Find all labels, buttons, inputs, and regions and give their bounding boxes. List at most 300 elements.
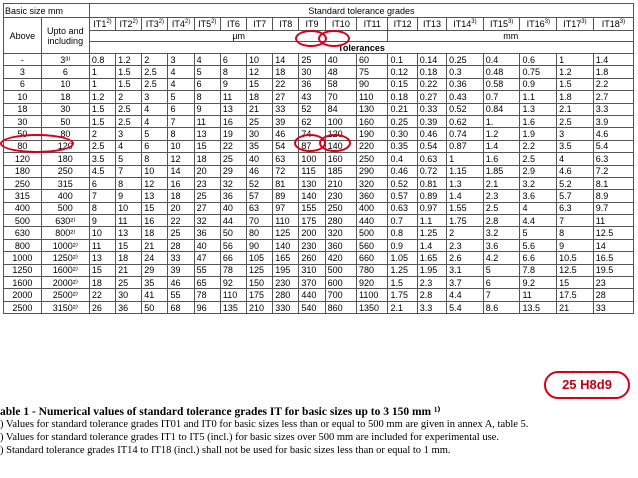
tolerance-cell: 7.2 [593, 165, 633, 177]
tolerance-cell: 500 [357, 227, 388, 239]
tolerance-cell: 1100 [357, 289, 388, 301]
size-upto-cell: 2500²⁾ [41, 289, 89, 301]
size-upto-cell: 315 [41, 177, 89, 189]
tolerance-cell: 21 [247, 103, 273, 115]
tolerance-cell: 8 [168, 128, 194, 140]
tolerance-cell: 12 [142, 177, 168, 189]
table-row [4, 153, 634, 165]
size-upto-cell: 1000²⁾ [41, 239, 89, 251]
size-upto-cell: 3150²⁾ [41, 301, 89, 313]
tolerance-cell: 130 [357, 103, 388, 115]
tolerance-cell: 25 [116, 277, 142, 289]
tolerance-cell: 1.4 [483, 140, 520, 152]
tolerance-cell: 8.1 [593, 177, 633, 189]
tolerance-cell: 4.6 [593, 128, 633, 140]
tolerance-cell: 3.5 [557, 140, 594, 152]
tolerance-cell: 11 [220, 91, 246, 103]
tolerance-cell: 3.2 [520, 177, 557, 189]
tolerance-cell: 9.7 [593, 202, 633, 214]
tolerance-cell: 0.57 [388, 190, 417, 202]
tolerance-cell: 14 [168, 165, 194, 177]
tolerance-cell: 9 [116, 190, 142, 202]
grade-header-it9: IT9 [299, 18, 325, 31]
tolerance-cell: 70 [325, 91, 356, 103]
tolerance-cell: 780 [357, 264, 388, 276]
tolerance-cell: 5 [168, 91, 194, 103]
tolerance-cell: 0.43 [447, 91, 484, 103]
tolerance-cell: 7 [116, 165, 142, 177]
tolerance-cell: 370 [299, 277, 325, 289]
tolerance-cell: 0.75 [520, 66, 557, 78]
tolerance-cell: 360 [325, 239, 356, 251]
tolerance-cell: 2 [116, 91, 142, 103]
tolerance-cell: 3 [557, 128, 594, 140]
tolerance-cell: 0.87 [447, 140, 484, 152]
grade-header-it11: IT11 [357, 18, 388, 31]
tolerance-cell: 2.5 [116, 103, 142, 115]
tolerance-cell: 0.7 [388, 215, 417, 227]
tolerance-cell: 22 [89, 289, 115, 301]
tolerance-cell: 135 [220, 301, 246, 313]
tolerance-cell: 700 [325, 289, 356, 301]
tolerance-cell: 0.6 [520, 54, 557, 66]
tolerance-cell: 0.46 [388, 165, 417, 177]
tolerance-cell: 185 [325, 165, 356, 177]
tolerance-cell: 16 [220, 115, 246, 127]
tolerance-cell: 48 [325, 66, 356, 78]
tolerance-cell: 21 [142, 239, 168, 251]
tolerance-cell: 6 [220, 54, 246, 66]
tolerance-cell: 250 [357, 153, 388, 165]
tolerance-cell: 0.72 [417, 165, 446, 177]
tolerance-cell: 1.25 [417, 227, 446, 239]
tolerance-cell: 15 [116, 239, 142, 251]
tolerance-cell: 1.65 [417, 252, 446, 264]
tolerance-cell: 4 [116, 140, 142, 152]
tolerance-cell: 30 [299, 66, 325, 78]
tolerance-cell: 0.62 [447, 115, 484, 127]
grade-header-it13: IT13 [417, 18, 446, 31]
tolerance-cell: 47 [194, 252, 220, 264]
tolerance-cell: 27 [273, 91, 299, 103]
tolerance-cell: 660 [357, 252, 388, 264]
tolerance-cell: 23 [194, 177, 220, 189]
tolerance-cell: 32 [220, 177, 246, 189]
annotation-badge: 25 H8d9 [544, 371, 630, 399]
table-row [4, 202, 634, 214]
tolerance-cell: 2 [142, 54, 168, 66]
tolerance-cell: 25 [247, 115, 273, 127]
tolerance-cell: 280 [325, 215, 356, 227]
tolerance-cell: 230 [273, 277, 299, 289]
tolerance-cell: 8.9 [593, 190, 633, 202]
tolerance-cell: 1.9 [520, 128, 557, 140]
size-upto-cell: 800²⁾ [41, 227, 89, 239]
tolerance-cell: 74 [299, 128, 325, 140]
tolerance-cell: 290 [357, 165, 388, 177]
table-row [4, 54, 634, 66]
size-above-cell: 1600 [4, 277, 42, 289]
tolerance-cell: 3.3 [417, 301, 446, 313]
tolerance-cell: 2.6 [447, 252, 484, 264]
tolerance-cell: 3.6 [520, 190, 557, 202]
tolerance-cell: 28 [593, 289, 633, 301]
grade-header-it6: IT6 [220, 18, 246, 31]
tolerance-cell: 2.8 [483, 215, 520, 227]
tolerance-cell: 0.14 [417, 54, 446, 66]
tolerance-cell: 36 [194, 227, 220, 239]
grade-header-it14: IT14$^{3)}$ [447, 18, 484, 31]
table-row [4, 115, 634, 127]
size-above-cell: 400 [4, 202, 42, 214]
tolerance-cell: 36 [299, 78, 325, 90]
tolerance-cell: 33 [168, 252, 194, 264]
tolerance-cell: 360 [357, 190, 388, 202]
tolerance-cell: 8 [116, 177, 142, 189]
tolerance-cell: 9 [89, 215, 115, 227]
tolerance-cell: 87 [299, 140, 325, 152]
size-above-cell: 3 [4, 66, 42, 78]
tolerance-cell: 1.6 [520, 115, 557, 127]
tolerance-cell: 3.7 [447, 277, 484, 289]
tolerance-cell: 420 [325, 252, 356, 264]
tolerance-cell: 0.63 [417, 153, 446, 165]
tolerance-cell: 1.5 [89, 103, 115, 115]
tolerance-cell: 65 [194, 277, 220, 289]
tolerance-cell: 36 [220, 190, 246, 202]
tolerance-cell: 2.8 [417, 289, 446, 301]
size-above-cell: 50 [4, 128, 42, 140]
tolerance-cell: 2.1 [388, 301, 417, 313]
tolerance-cell: 0.52 [388, 177, 417, 189]
tolerance-cell: 57 [247, 190, 273, 202]
tolerance-cell: 1.05 [388, 252, 417, 264]
size-upto-cell: 2000²⁾ [41, 277, 89, 289]
tolerance-cell: 55 [168, 289, 194, 301]
grade-header-it3: IT3$^{2)}$ [142, 18, 168, 31]
size-above-cell: 30 [4, 115, 42, 127]
tolerance-cell: 0.25 [388, 115, 417, 127]
tolerance-cell: 13 [89, 252, 115, 264]
tolerance-cell: 2.1 [557, 103, 594, 115]
tolerance-cell: 0.27 [417, 91, 446, 103]
tolerance-cell: 18 [116, 252, 142, 264]
tolerance-cell: 2.5 [142, 66, 168, 78]
tolerance-cell: 110 [220, 289, 246, 301]
tolerance-cell: 2.5 [483, 202, 520, 214]
tolerance-cell: 21 [116, 264, 142, 276]
tolerance-cell: 4 [194, 54, 220, 66]
size-above-cell: 120 [4, 153, 42, 165]
tolerance-cell: 84 [325, 103, 356, 115]
table-row [4, 128, 634, 140]
tolerance-cell: 320 [357, 177, 388, 189]
tolerance-cell: 22 [168, 215, 194, 227]
size-above-cell: 18 [4, 103, 42, 115]
tolerance-cell: 16 [168, 177, 194, 189]
tolerance-cell: 2.5 [557, 115, 594, 127]
tolerance-cell: 165 [273, 252, 299, 264]
tolerance-cell: 140 [273, 239, 299, 251]
tolerance-cell: 0.81 [417, 177, 446, 189]
tolerance-cell: 0.4 [388, 153, 417, 165]
tolerance-cell: 0.36 [447, 78, 484, 90]
tolerance-cell: 6 [89, 177, 115, 189]
tolerance-cell: 52 [299, 103, 325, 115]
size-upto-cell: 80 [41, 128, 89, 140]
tolerance-cell: 56 [220, 239, 246, 251]
tolerance-cell: 200 [299, 227, 325, 239]
tolerance-cell: 105 [247, 252, 273, 264]
size-upto-cell: 400 [41, 190, 89, 202]
tolerance-cell: 3.6 [483, 239, 520, 251]
grade-header-it16: IT16$^{3)}$ [520, 18, 557, 31]
tolerance-cell: 5 [194, 66, 220, 78]
tolerance-cell: 19.5 [593, 264, 633, 276]
above-header: Above [4, 18, 42, 54]
size-upto-cell: 30 [41, 103, 89, 115]
tolerance-cell: 155 [299, 202, 325, 214]
tolerance-cell: 260 [299, 252, 325, 264]
tolerance-cell: 1.4 [593, 54, 633, 66]
tolerance-cell: 140 [299, 190, 325, 202]
tolerance-cell: 55 [194, 264, 220, 276]
tolerance-cell: 33 [593, 301, 633, 313]
grade-header-it12: IT12 [388, 18, 417, 31]
tolerance-cell: 440 [357, 215, 388, 227]
tolerance-cell: 5.2 [557, 177, 594, 189]
tolerance-cell: 14 [593, 239, 633, 251]
tolerance-cell: 28 [168, 239, 194, 251]
tolerance-cell: 36 [116, 301, 142, 313]
tolerance-cell: 5 [142, 128, 168, 140]
grade-header-it5: IT5$^{2)}$ [194, 18, 220, 31]
tolerance-cell: 15 [247, 78, 273, 90]
tolerance-cell: 39 [168, 264, 194, 276]
tolerance-cell: 4 [520, 202, 557, 214]
tolerance-cell: 0.22 [417, 78, 446, 90]
tolerance-cell: 1.5 [557, 78, 594, 90]
tolerance-cell: 0.84 [483, 103, 520, 115]
grade-header-it1: IT1$^{2)}$ [89, 18, 115, 31]
tolerance-cell: 26 [89, 301, 115, 313]
size-upto-cell: 180 [41, 153, 89, 165]
tolerance-cell: 1 [89, 66, 115, 78]
tolerance-cell: 8 [89, 202, 115, 214]
tolerance-cell: 1.4 [417, 239, 446, 251]
tolerance-cell: 2 [447, 227, 484, 239]
table-row [4, 239, 634, 251]
tolerance-cell: 9 [220, 78, 246, 90]
tolerance-cell: 160 [357, 115, 388, 127]
footnote-1: ) Values for standard tolerance grades IT01 and IT0 for basic sizes less than or equal to 500 mm are given in annex A, table 5. [0, 419, 529, 430]
table-row [4, 91, 634, 103]
tolerance-cell: 2 [89, 128, 115, 140]
size-above-cell: - [4, 54, 42, 66]
size-above-cell: 250 [4, 177, 42, 189]
tolerance-cell: 12.5 [557, 264, 594, 276]
tolerance-cell: 2.5 [116, 115, 142, 127]
tolerance-cell: 8 [220, 66, 246, 78]
tolerance-cell: 44 [220, 215, 246, 227]
tolerance-cell: 50 [220, 227, 246, 239]
mm-unit: mm [388, 31, 634, 42]
size-above-cell: 180 [4, 165, 42, 177]
table-row [4, 289, 634, 301]
tolerance-table [3, 3, 634, 314]
tolerance-cell: 330 [273, 301, 299, 313]
tolerance-cell: 195 [273, 264, 299, 276]
size-above-cell: 2500 [4, 301, 42, 313]
tolerance-cell: 25 [299, 54, 325, 66]
tolerance-cell: 10 [247, 54, 273, 66]
size-upto-cell: 630²⁾ [41, 215, 89, 227]
tolerance-cell: 78 [194, 289, 220, 301]
tolerance-cell: 320 [325, 227, 356, 239]
tolerance-cell: 2.5 [89, 140, 115, 152]
tolerance-cell: 13 [116, 227, 142, 239]
grade-header-it4: IT4$^{2)}$ [168, 18, 194, 31]
upto-header: Upto and including [41, 18, 89, 54]
tolerance-cell: 10 [142, 165, 168, 177]
tolerance-cell: 440 [299, 289, 325, 301]
tolerance-cell: 0.3 [447, 66, 484, 78]
table-row [4, 227, 634, 239]
tolerance-cell: 20 [168, 202, 194, 214]
tolerance-cell: 97 [273, 202, 299, 214]
tolerance-cell: 0.33 [417, 103, 446, 115]
tolerance-cell: 25 [194, 190, 220, 202]
table-row [4, 66, 634, 78]
tolerance-cell: 115 [299, 165, 325, 177]
tolerance-cell: 24 [142, 252, 168, 264]
tolerance-cell: 21 [557, 301, 594, 313]
tolerance-cell: 3.9 [593, 115, 633, 127]
tolerance-cell: 5.4 [593, 140, 633, 152]
tolerance-cell: 62 [299, 115, 325, 127]
table-row [4, 177, 634, 189]
size-upto-cell: 120 [41, 140, 89, 152]
tolerance-cell: 3 [142, 91, 168, 103]
tolerance-cell: 9 [557, 239, 594, 251]
tolerance-cell: 4.4 [520, 215, 557, 227]
tolerance-cell: 11 [89, 239, 115, 251]
tolerance-cell: 3.2 [483, 227, 520, 239]
tolerance-cell: 29 [142, 264, 168, 276]
size-above-cell: 1000 [4, 252, 42, 264]
tolerance-cell: 39 [273, 115, 299, 127]
size-upto-cell: 1250²⁾ [41, 252, 89, 264]
tolerance-cell: 6 [194, 78, 220, 90]
tolerance-cell: 40 [194, 239, 220, 251]
tolerance-cell: 1.25 [388, 264, 417, 276]
tolerance-cell: 70 [247, 215, 273, 227]
tolerance-cell: 280 [273, 289, 299, 301]
tolerance-cell: 130 [299, 177, 325, 189]
tolerance-cell: 8 [142, 153, 168, 165]
table-row [4, 103, 634, 115]
tolerance-cell: 0.9 [388, 239, 417, 251]
tolerance-cell: 92 [220, 277, 246, 289]
tolerance-cell: 5 [520, 227, 557, 239]
tolerance-cell: 2.9 [520, 165, 557, 177]
tolerance-cell: 4 [557, 153, 594, 165]
tolerance-cell: 5.4 [447, 301, 484, 313]
tolerance-cell: 7 [89, 190, 115, 202]
tolerance-cell: 11 [116, 215, 142, 227]
tolerance-cell: 230 [299, 239, 325, 251]
tolerance-cell: 40 [325, 54, 356, 66]
tolerance-cell: 310 [299, 264, 325, 276]
tolerance-cell: 0.21 [388, 103, 417, 115]
tolerance-cell: 35 [142, 277, 168, 289]
size-above-cell: 2000 [4, 289, 42, 301]
tolerance-cell: 2.5 [142, 78, 168, 90]
size-above-cell: 10 [4, 91, 42, 103]
tolerance-cell: 18 [247, 91, 273, 103]
tolerance-cell: 29 [220, 165, 246, 177]
tolerance-cell: 1.95 [417, 264, 446, 276]
tolerance-cell: 0.18 [388, 91, 417, 103]
tolerance-cell: 2.3 [417, 277, 446, 289]
tolerance-cell: 4 [142, 115, 168, 127]
tolerance-cell: 22 [273, 78, 299, 90]
tolerance-cell: 0.74 [447, 128, 484, 140]
tolerance-cell: 30 [116, 289, 142, 301]
tolerance-cell: 6 [142, 140, 168, 152]
size-upto-cell: 18 [41, 91, 89, 103]
tolerance-cell: 7.8 [520, 264, 557, 276]
tolerance-cell: 4 [142, 103, 168, 115]
tolerance-cell: 78 [220, 264, 246, 276]
tolerance-cell: 110 [273, 215, 299, 227]
tolerance-cell: 3.1 [447, 264, 484, 276]
tolerance-cell: 25 [168, 227, 194, 239]
tolerance-cell: 1.1 [520, 91, 557, 103]
tolerance-cell: 150 [247, 277, 273, 289]
tolerance-cell: 140 [325, 140, 356, 152]
tolerance-cell: 9.2 [520, 277, 557, 289]
tolerance-cell: 0.15 [388, 78, 417, 90]
tolerance-cell: 68 [168, 301, 194, 313]
tolerance-cell: 160 [325, 153, 356, 165]
tolerance-cell: 16.5 [593, 252, 633, 264]
tolerance-cell: 0.35 [388, 140, 417, 152]
tolerance-cell: 920 [357, 277, 388, 289]
tolerance-cell: 2.3 [447, 239, 484, 251]
table-row [4, 140, 634, 152]
footnote-2: ) Values for standard tolerance grades IT1 to IT5 (incl.) for basic sizes over 500 mm are included for experimental use. [0, 432, 499, 443]
table-row [4, 252, 634, 264]
tolerance-cell: 52 [247, 177, 273, 189]
tolerance-cell: 2.2 [593, 78, 633, 90]
tolerance-cell: 20 [194, 165, 220, 177]
tolerance-cell: 22 [220, 140, 246, 152]
tolerance-cell: 210 [247, 301, 273, 313]
tolerance-cell: 5 [483, 264, 520, 276]
tolerance-cell: 100 [299, 153, 325, 165]
tolerance-cell: 6.3 [557, 202, 594, 214]
grade-header-it15: IT15$^{3)}$ [483, 18, 520, 31]
tolerance-cell: 60 [357, 54, 388, 66]
tolerance-cell: 11 [520, 289, 557, 301]
tolerance-cell: 12.5 [593, 227, 633, 239]
table-row [4, 264, 634, 276]
tolerance-cell: 13.5 [520, 301, 557, 313]
grade-header-it8: IT8 [273, 18, 299, 31]
tolerance-cell: 3.3 [593, 103, 633, 115]
um-unit: µm [89, 31, 388, 42]
